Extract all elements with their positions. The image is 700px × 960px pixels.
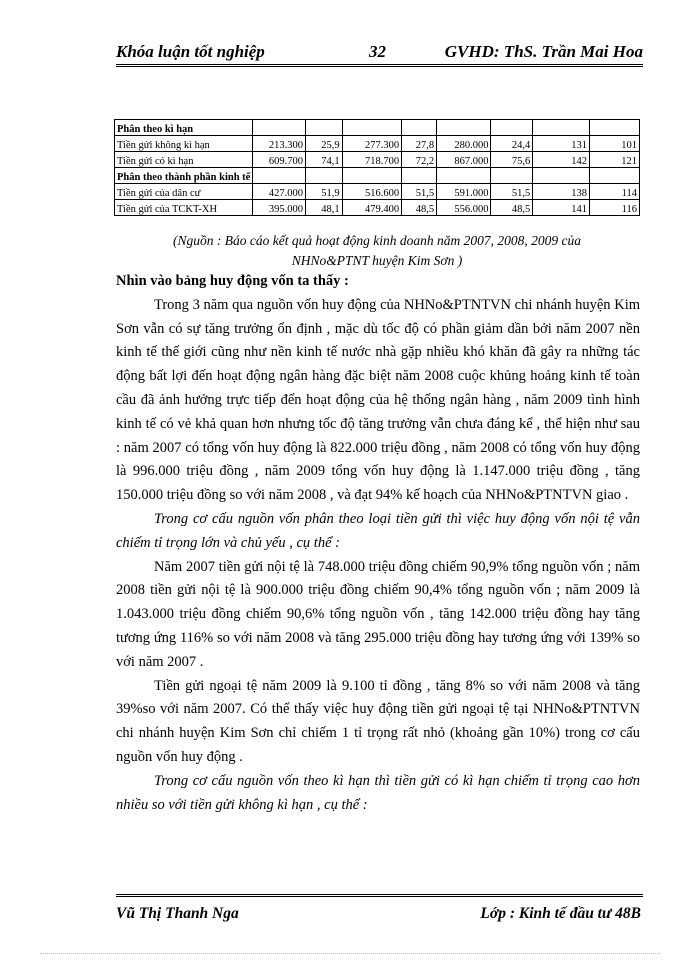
table-cell: 213.300 xyxy=(253,136,306,152)
paragraph-3: Năm 2007 tiền gửi nội tệ là 748.000 triệu đồng chiếm 90,9% tổng nguồn vốn ; năm 2008 tiền gửi nội tệ là 900.000 triệu đồng chiếm 90,4% tổng nguồn vốn ; năm 2009 là 1.043.000 triệu đồng chiếm 90,6% tổng nguồn vốn , tăng 142.000 triệu đồng hay tăng tương ứng 116% so với năm 2008 và tăng 295.000 triệu đồng hay tương ứng với 139% so với năm 2007 . xyxy=(116,558,640,670)
table-cell xyxy=(253,168,306,184)
table-cell: 101 xyxy=(590,136,640,152)
table-cell xyxy=(402,168,437,184)
paragraph-5: Trong cơ cấu nguồn vốn theo kì hạn thì tiền gửi có kì hạn chiếm tỉ trọng cao hơn nhiều so với tiền gửi không kì hạn , cụ thể : xyxy=(116,772,640,813)
row-label: Tiền gửi không kì hạn xyxy=(115,136,253,152)
table-cell: 556.000 xyxy=(437,200,491,216)
row-label: Tiền gửi của TCKT-XH xyxy=(115,200,253,216)
table-cell xyxy=(437,168,491,184)
table-row xyxy=(115,152,640,168)
table-cell: 121 xyxy=(590,152,640,168)
table-cell xyxy=(402,120,437,136)
table-cell: 74,1 xyxy=(305,152,342,168)
table-cell xyxy=(437,120,491,136)
table-cell: 142 xyxy=(533,152,590,168)
table-row xyxy=(115,184,640,200)
paragraph-1: Trong 3 năm qua nguồn vốn huy động của NHNo&PTNTVN chi nhánh huyện Kim Sơn vẫn có sự tăng trưởng ổn định , mặc dù tốc độ có phần giảm dần bởi năm 2007 nền kinh tế thế giới cũng như nền kinh tế nước nhà gặp nhiều khó khăn đã gây ra những tác động bất lợi đến hoạt động ngân hàng đặc biệt năm 2008 cuộc khủng hoảng kinh tế toàn cầu đã ảnh hưởng trực tiếp đến hoạt động của hệ thống ngân hàng , năm 2009 tình hình kinh tế có vẻ khả quan hơn nhưng tốc độ tăng trưởng vẫn chưa đáng kể , thể hiện như sau : năm 2007 có tổng vốn huy động là 822.000 triệu đồng , năm 2008 có tổng vốn huy động là 996.000 triệu đồng , năm 2009 tổng vốn huy động là 1.147.000 triệu đồng , tăng 150.000 triệu đồng so với năm 2008 , và đạt 94% kế hoạch của NHNo&PTNTVN giao . xyxy=(116,296,640,504)
table-cell: 48,5 xyxy=(402,200,437,216)
table-cell xyxy=(533,120,590,136)
table-cell: 25,9 xyxy=(305,136,342,152)
table-cell: 280.000 xyxy=(437,136,491,152)
table-cell xyxy=(590,168,640,184)
table-cell: 75,6 xyxy=(491,152,533,168)
table-cell: 516.600 xyxy=(342,184,401,200)
table-cell: 427.000 xyxy=(253,184,306,200)
paragraph-2: Trong cơ cấu nguồn vốn phân theo loại tiền gửi thì việc huy động vốn nội tệ vẫn chiếm tỉ trọng lớn và chủ yếu , cụ thể : xyxy=(116,510,640,551)
table-cell xyxy=(305,120,342,136)
capital-mobilization-table xyxy=(114,119,640,216)
table-cell: 867.000 xyxy=(437,152,491,168)
paragraph-4: Tiền gửi ngoại tệ năm 2009 là 9.100 tỉ đồng , tăng 8% so với năm 2008 và tăng 39%so với năm 2007. Có thể thấy việc huy động tiền gửi ngoại tệ tại NHNo&PTNTVN chi nhánh huyện Kim Sơn chỉ chiếm 1 tỉ trọng rất nhỏ (khoảng gần 10%) trong cơ cấu nguồn vốn huy động . xyxy=(116,677,640,765)
table-section-row xyxy=(115,120,640,136)
table-cell: 72,2 xyxy=(402,152,437,168)
author-name: Vũ Thị Thanh Nga xyxy=(116,905,239,922)
table-cell: 48,5 xyxy=(491,200,533,216)
table-cell: 51,5 xyxy=(402,184,437,200)
table-cell: 479.400 xyxy=(342,200,401,216)
table-cell xyxy=(253,120,306,136)
table-cell xyxy=(533,168,590,184)
page-footer xyxy=(116,894,643,925)
table-cell: 395.000 xyxy=(253,200,306,216)
table-cell xyxy=(305,168,342,184)
page-edge-divider xyxy=(40,953,660,954)
table-cell: 131 xyxy=(533,136,590,152)
row-label: Tiền gửi của dân cư xyxy=(115,184,253,200)
table-cell xyxy=(491,120,533,136)
table-cell xyxy=(491,168,533,184)
row-label: Tiền gửi có kì hạn xyxy=(115,152,253,168)
table-cell xyxy=(590,120,640,136)
table-cell: 27,8 xyxy=(402,136,437,152)
table-cell: 277.300 xyxy=(342,136,401,152)
supervisor: GVHD: ThS. Trần Mai Hoa xyxy=(444,42,643,61)
table-cell: 51,9 xyxy=(305,184,342,200)
page-header xyxy=(116,38,643,67)
class-name: Lớp : Kinh tế đầu tư 48B xyxy=(480,905,641,922)
table-row xyxy=(115,200,640,216)
source-caption-line-2: NHNo&PTNT huyện Kim Sơn ) xyxy=(291,253,463,268)
row-label: Phân theo thành phần kinh tế xyxy=(115,168,253,184)
table-cell xyxy=(342,168,401,184)
table-cell: 141 xyxy=(533,200,590,216)
table-cell: 114 xyxy=(590,184,640,200)
row-label: Phân theo kì hạn xyxy=(115,120,253,136)
table-cell: 51,5 xyxy=(491,184,533,200)
section-heading: Nhìn vào bảng huy động vốn ta thấy : xyxy=(116,273,349,289)
table-cell: 609.700 xyxy=(253,152,306,168)
page-number: 32 xyxy=(369,42,386,61)
table-cell: 138 xyxy=(533,184,590,200)
table-section-row xyxy=(115,168,640,184)
table-cell: 591.000 xyxy=(437,184,491,200)
table-cell: 48,1 xyxy=(305,200,342,216)
table-cell xyxy=(342,120,401,136)
body-text xyxy=(116,270,640,817)
thesis-title: Khóa luận tốt nghiệp xyxy=(116,42,265,61)
table-cell: 718.700 xyxy=(342,152,401,168)
table-cell: 24,4 xyxy=(491,136,533,152)
table-cell: 116 xyxy=(590,200,640,216)
source-caption-line-1: (Nguồn : Báo cáo kết quả hoạt động kinh doanh năm 2007, 2008, 2009 của xyxy=(173,233,581,248)
table-row xyxy=(115,136,640,152)
